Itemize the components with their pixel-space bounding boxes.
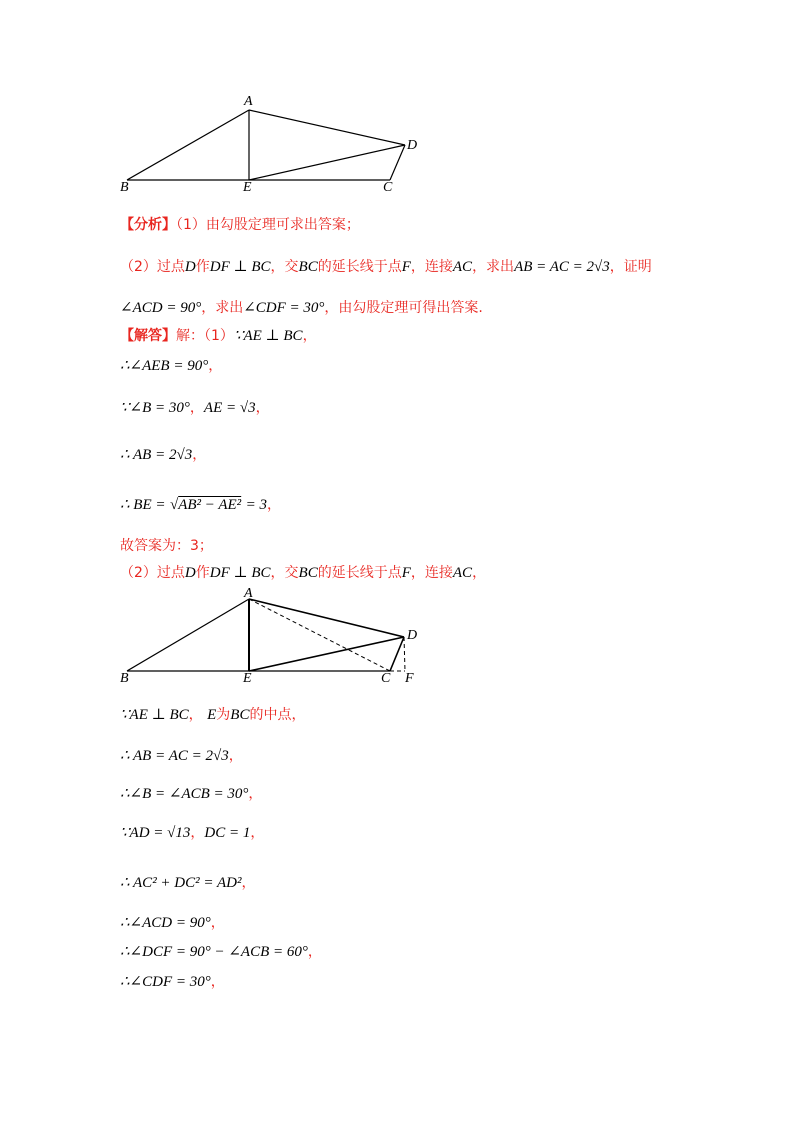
math-D: D [184,259,196,275]
text: ， [210,915,225,931]
math-t2: ∴ AB = AC = 2√3 [120,748,229,764]
math-s1: ∵AE ⊥ BC [233,328,303,344]
solution-line-4 [120,444,206,464]
math-t8: ∴∠CDF = 30° [120,974,211,990]
math-BC: BC [298,259,318,275]
fig1-label-A: A [244,94,253,109]
math-s5a: ∴ BE = [120,497,166,513]
text: （2）过点 [120,259,185,275]
math-s3b: AE = √3 [203,400,256,416]
solution2-line-5 [120,872,256,892]
seg-AD [249,599,404,637]
math-BC: BC [298,565,318,581]
solution2-line-7 [120,941,322,961]
text: 的中点 [249,707,292,723]
text: ， [267,497,282,513]
math-t6: ∴∠ACD = 90° [120,915,211,931]
analysis-line-2 [120,256,652,276]
math-t7: ∴∠DCF = 90° − ∠ACB = 60° [120,944,308,960]
seg-AD [249,110,405,145]
analysis-line-1 [120,214,360,234]
seg-BA [127,110,249,180]
text: ， [228,748,243,764]
text: ， [291,707,306,723]
text: ，证明 [609,259,652,275]
math-AB-AC: AB = AC = 2√3 [514,259,610,275]
solution2-line-6 [120,912,225,932]
text: 作 [195,565,210,581]
text: 作 [195,259,210,275]
analysis-line-3 [120,297,483,317]
math-F: F [401,259,411,275]
seg-CD [390,637,404,671]
text: ，连接 [410,565,453,581]
fig2-label-F: F [405,671,414,686]
analysis-tag: 【分析】 [120,217,176,233]
text: （2）过点 [120,565,185,581]
fig2-label-D: D [407,628,418,643]
math-AC: AC [452,259,473,275]
text: ， [192,447,207,463]
math-ACD: ∠ACD = 90° [120,300,202,316]
math-DF-perp-BC: DF ⊥ BC [209,259,271,275]
text: 的延长线于点 [317,259,402,275]
math-s4: ∴ AB = 2√3 [120,447,193,463]
math-F: F [401,565,411,581]
text: ，求出 [201,300,244,316]
solution2-line-8 [120,971,225,991]
fig1-label-E: E [243,180,252,195]
math-CDF: ∠CDF = 30° [243,300,325,316]
math-t5: ∴ AC² + DC² = AD² [120,875,242,891]
math-t4b: DC = 1 [204,825,251,841]
text: 为 [216,707,231,723]
math-t4a: ∵AD = √13 [120,825,191,841]
text: ， [190,825,205,841]
seg-ED [249,145,405,180]
fig1-label-B: B [120,180,129,195]
text: ，由勾股定理可得出答案. [324,300,483,316]
seg-CD [390,145,405,180]
math-t1d: BC [230,707,250,723]
math-t1a: ∵AE ⊥ BC [120,707,189,723]
sqrt-sign: √ [169,497,179,513]
text: ， [208,358,223,374]
text: ， [210,974,225,990]
text: ， [248,786,263,802]
text: ，交 [270,565,299,581]
math-s3a: ∵∠B = 30° [120,400,190,416]
analysis-p1: （1）由勾股定理可求出答案； [176,217,360,233]
solution-line-3 [120,397,270,417]
text: ，求出 [472,259,515,275]
solution-line-1 [120,325,317,345]
math-s2: ∴∠AEB = 90° [120,358,209,374]
fig1-label-C: C [383,180,393,195]
answer-line [120,535,213,555]
solution-line-2 [120,355,222,375]
math-t3: ∴∠B = ∠ACB = 30° [120,786,249,802]
solution-part2-line [120,562,486,582]
solution-tag: 【解答】 [120,328,176,344]
fig2-label-C: C [381,671,391,686]
math-AC: AC [452,565,473,581]
text: ， [255,400,270,416]
seg-BA [127,599,249,671]
figure-1 [0,0,800,200]
fig2-label-B: B [120,671,129,686]
solution-line-5 [120,494,281,514]
answer-text: 故答案为：3； [120,538,213,554]
solution2-line-1 [120,704,305,724]
solution2-line-3 [120,783,262,803]
text: ， [241,875,256,891]
text: ， [472,565,487,581]
text: ，交 [270,259,299,275]
text: 的延长线于点 [317,565,402,581]
fig1-label-D: D [407,138,418,153]
text: ， [189,400,204,416]
math-s5-radicand: AB² − AE² [178,497,242,513]
solution2-line-4 [120,822,264,842]
text: ， [307,944,322,960]
seg-AC-dashed [249,599,390,671]
math-t1b: E [207,707,217,723]
seg-DF-dashed [404,637,405,671]
solution2-line-2 [120,745,243,765]
fig2-label-A: A [244,586,253,601]
text: ，连接 [410,259,453,275]
math-s5b: = 3 [245,497,268,513]
text: ， [188,707,203,723]
math-DF: DF ⊥ BC [209,565,271,581]
math-D: D [184,565,196,581]
text: ， [302,328,317,344]
text: 解：（1） [176,328,234,344]
text: ， [250,825,265,841]
fig2-label-E: E [243,671,252,686]
